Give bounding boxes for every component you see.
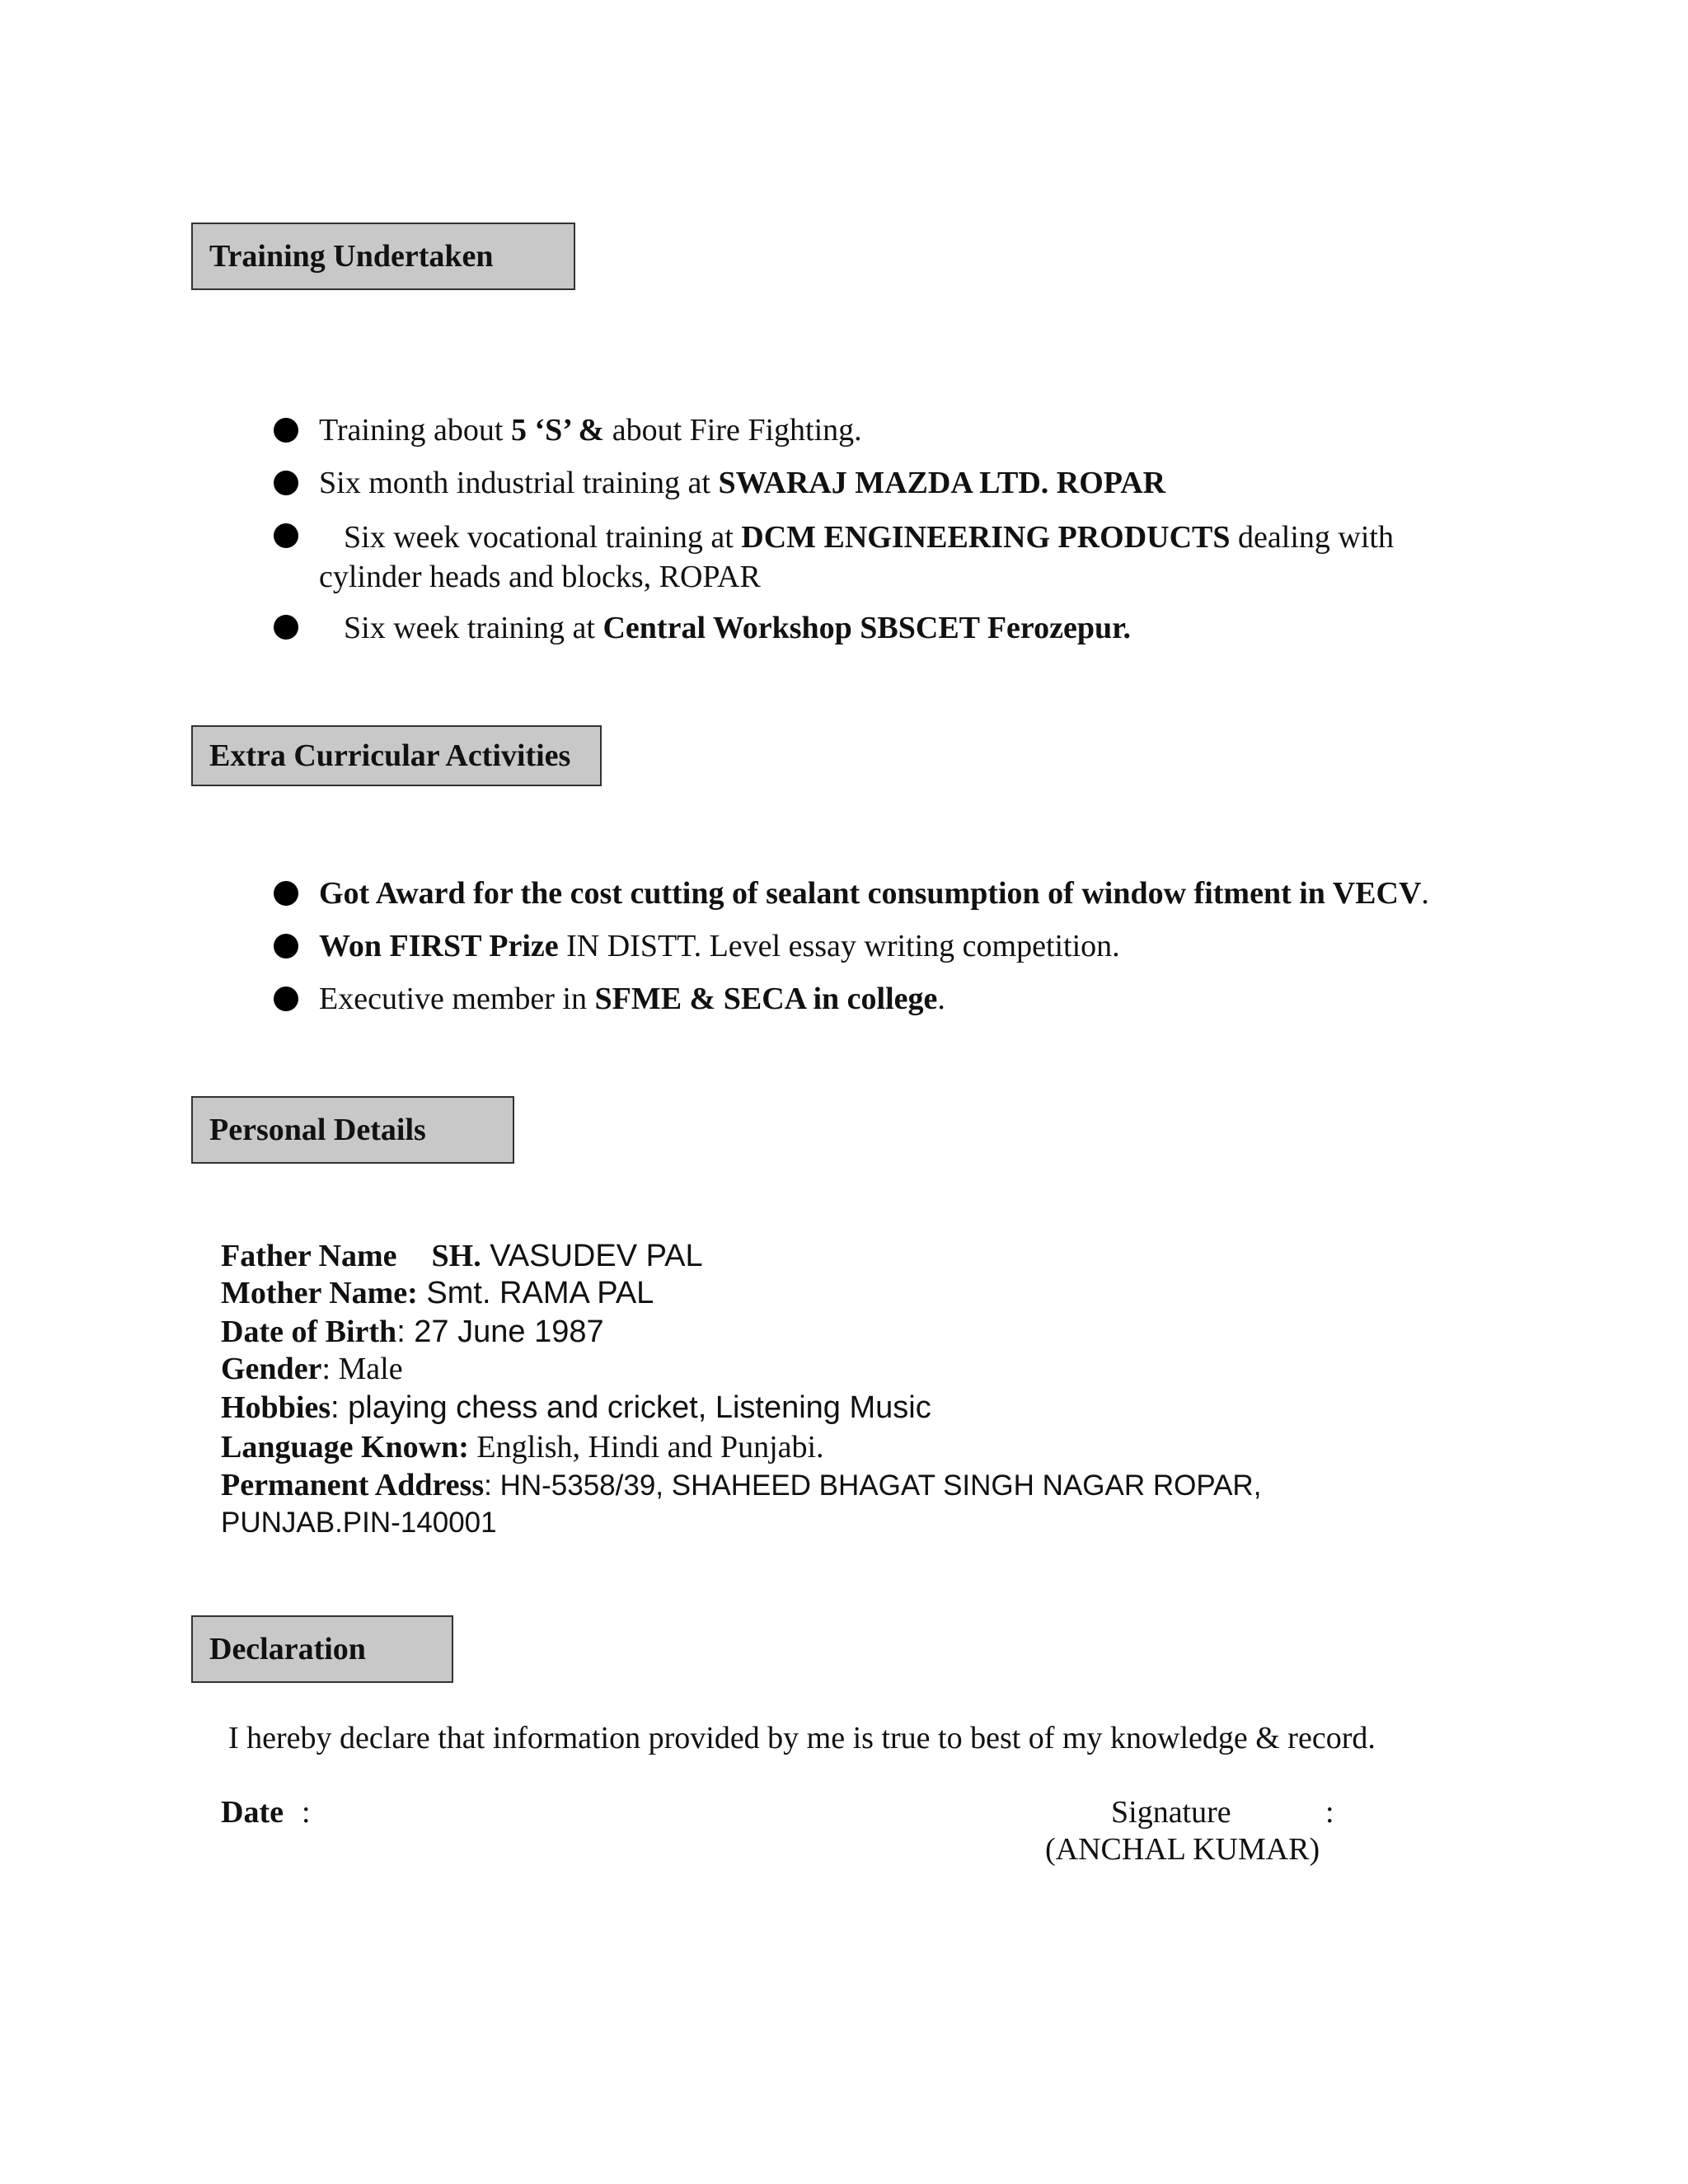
declaration-text: I hereby declare that information provided by me is true to best of my knowledge & record. — [228, 1721, 1376, 1755]
training-item-4: Six week training at Central Workshop SBSCET Ferozepur. — [344, 611, 1131, 645]
section-header-training — [191, 223, 575, 290]
dob-row: Date of Birth: 27 June 1987 — [221, 1315, 604, 1349]
section-header-personal — [191, 1096, 514, 1164]
training-item-1: Training about 5 ‘S’ & about Fire Fighting. — [319, 413, 862, 448]
extra-item-3: Executive member in SFME & SECA in college. — [319, 982, 945, 1016]
bullet-icon — [274, 523, 298, 548]
section-title: Training Undertaken — [209, 239, 494, 274]
signature-colon: : — [1325, 1795, 1334, 1830]
section-header-extra — [191, 725, 602, 786]
extra-item-2: Won FIRST Prize IN DISTT. Level essay writing competition. — [319, 929, 1120, 963]
bullet-icon — [274, 934, 298, 958]
section-title: Personal Details — [209, 1113, 426, 1147]
bullet-icon — [274, 418, 298, 443]
father-name-row: Father Name SH. VASUDEV PAL — [221, 1239, 703, 1273]
section-title: Declaration — [209, 1632, 366, 1666]
address-row-cont: PUNJAB.PIN-140001 — [221, 1507, 497, 1539]
bullet-icon — [274, 881, 298, 906]
section-header-declaration — [191, 1615, 453, 1683]
hobbies-row: Hobbies: playing chess and cricket, Listening Music — [221, 1390, 931, 1425]
signatory-name: (ANCHAL KUMAR) — [1045, 1832, 1320, 1867]
mother-name-row: Mother Name: Smt. RAMA PAL — [221, 1276, 654, 1310]
language-row: Language Known: English, Hindi and Punjabi. — [221, 1430, 824, 1465]
section-title: Extra Curricular Activities — [209, 738, 571, 773]
bullet-icon — [274, 987, 298, 1011]
training-item-2: Six month industrial training at SWARAJ MAZDA LTD. ROPAR — [319, 466, 1166, 500]
date-row: Date : — [221, 1795, 311, 1830]
bullet-icon — [274, 471, 298, 495]
signature-label: Signature — [1111, 1795, 1231, 1830]
training-item-3: Six week vocational training at DCM ENGINEERING PRODUCTS dealing with — [344, 520, 1394, 555]
gender-row: Gender: Male — [221, 1352, 403, 1386]
extra-item-1: Got Award for the cost cutting of sealant consumption of window fitment in VECV. — [319, 876, 1429, 911]
bullet-icon — [274, 615, 298, 640]
address-row: Permanent Address: HN-5358/39, SHAHEED BHAGAT SINGH NAGAR ROPAR, — [221, 1468, 1262, 1502]
training-item-3-cont: cylinder heads and blocks, ROPAR — [319, 560, 761, 594]
